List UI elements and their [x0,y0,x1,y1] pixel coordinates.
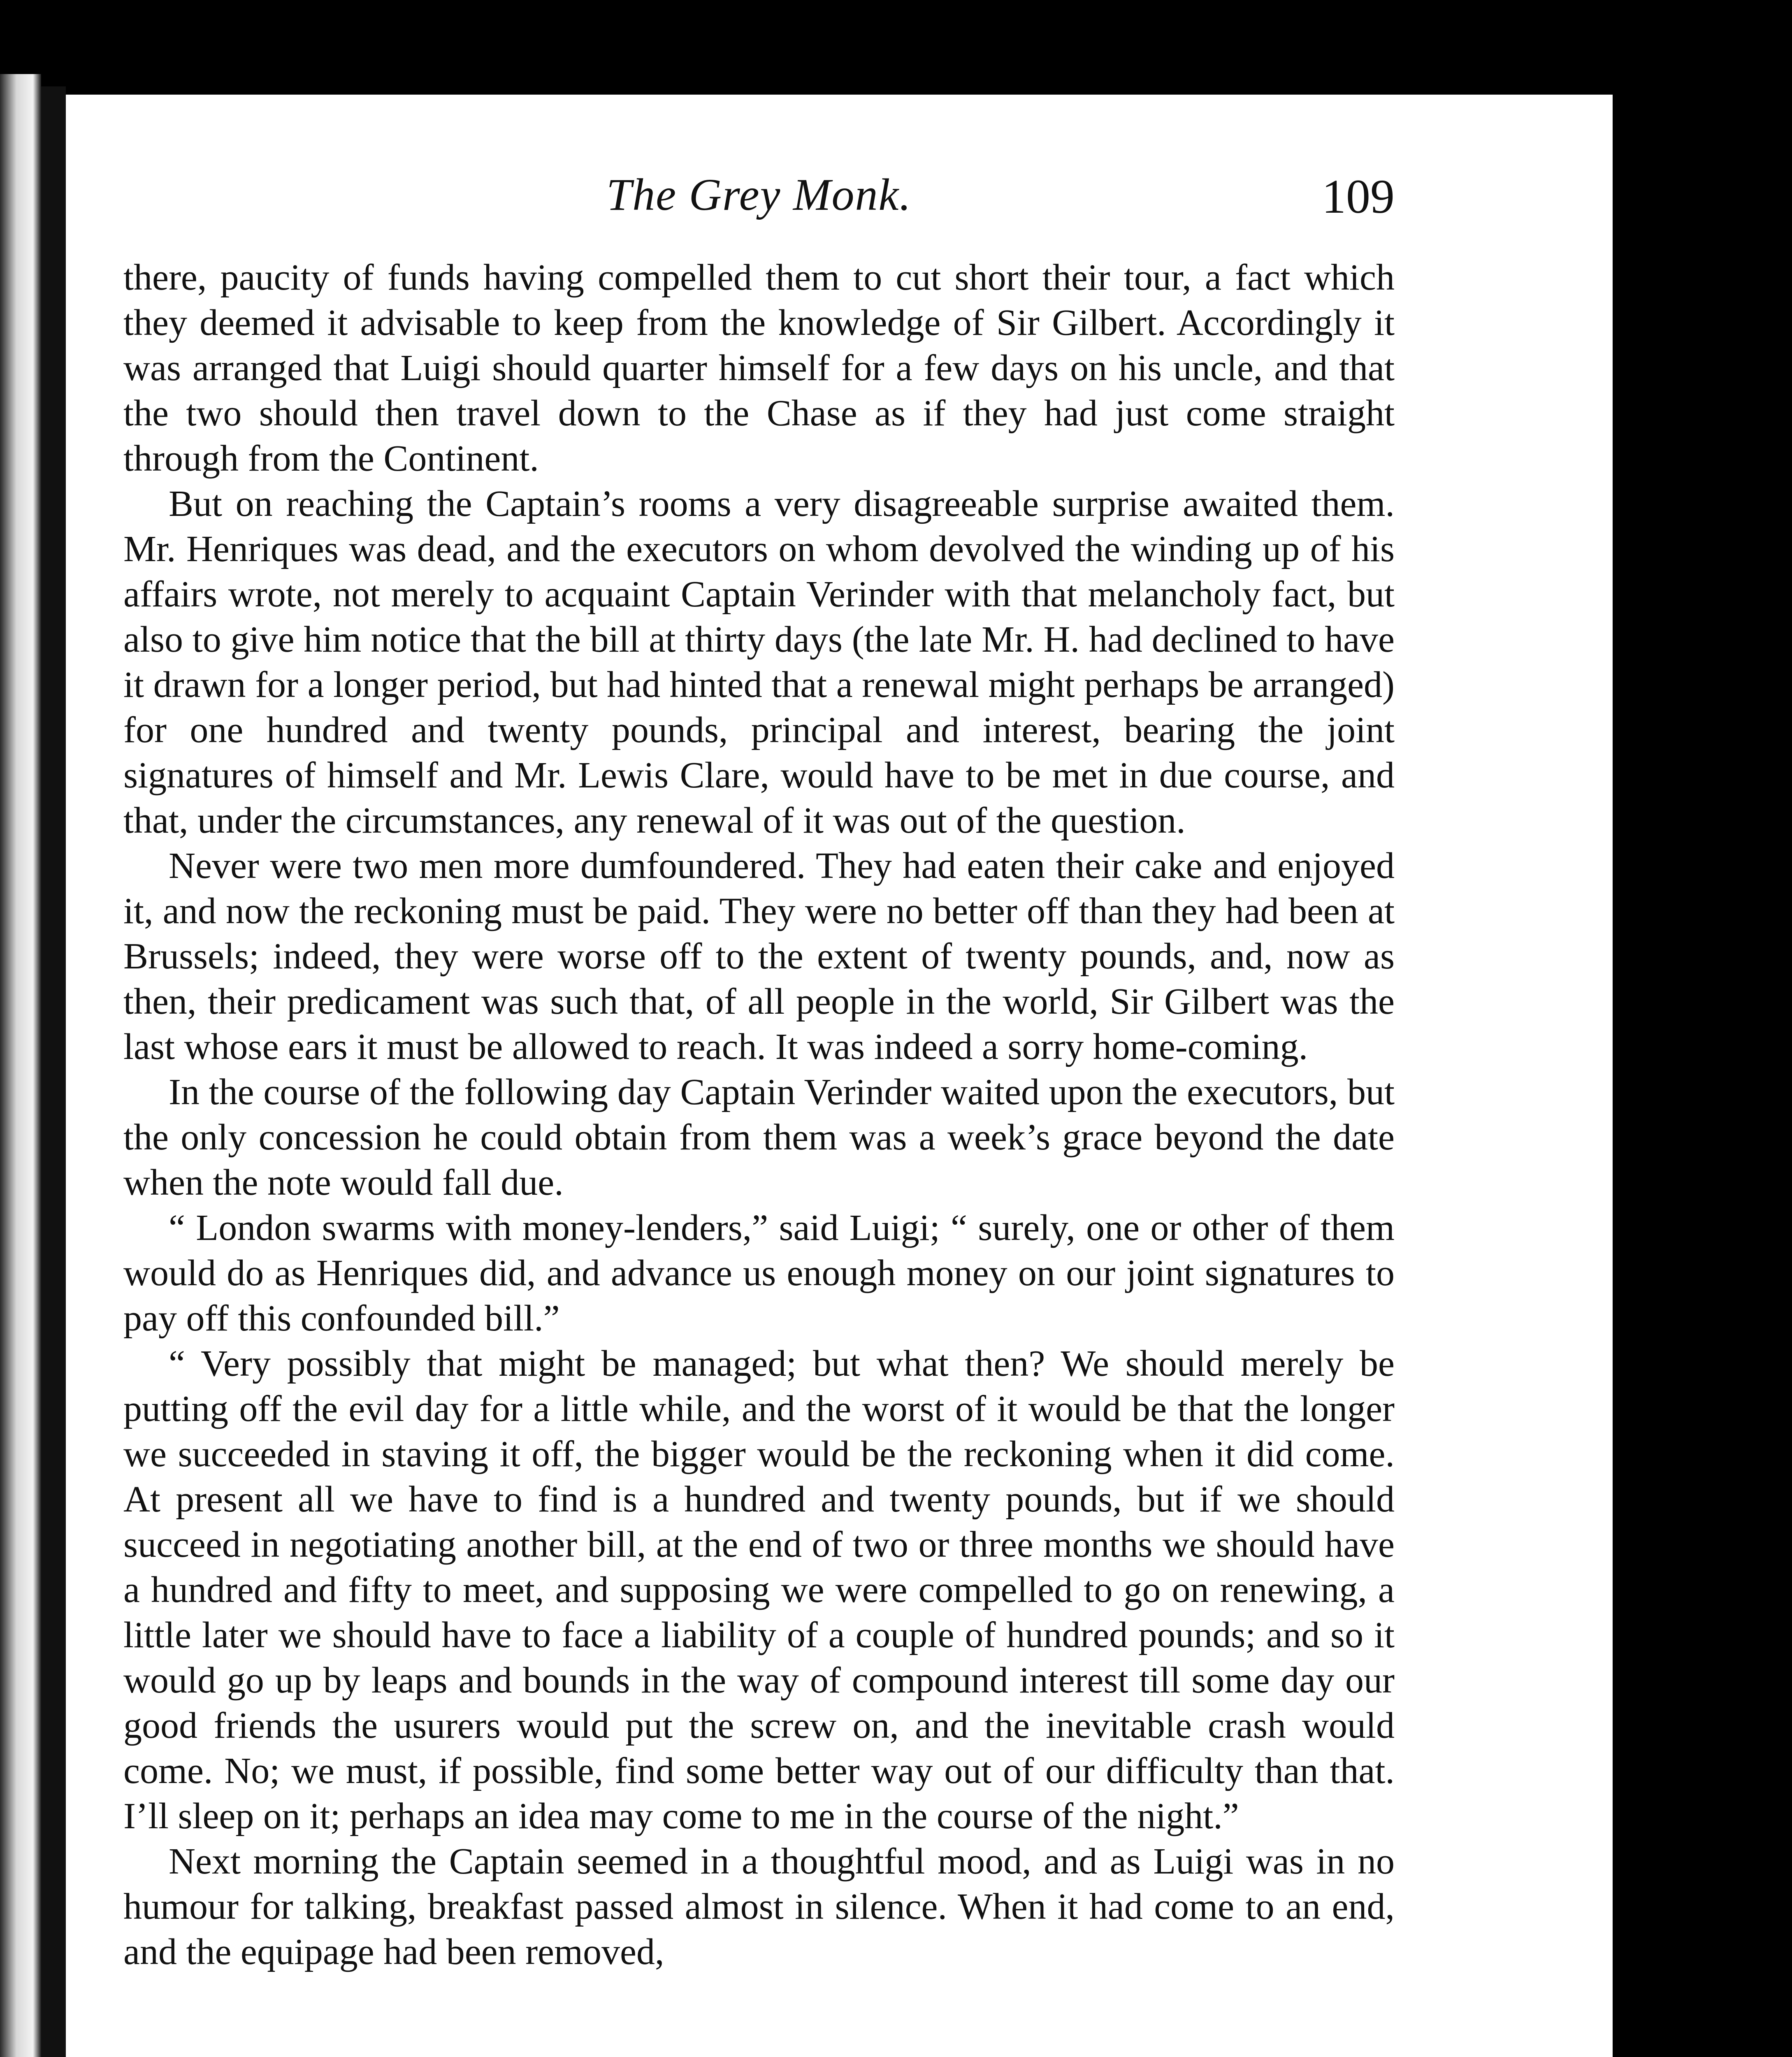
paragraph: Next morning the Captain seemed in a thoughtful mood, and as Luigi was in no humour for talking, breakfast passed almost in silence. When it had come to an end, and the equipage had been removed, [123,1841,1395,1972]
paragraph: Never were two men more dumfoundered. They had eaten their cake and enjoyed it, and now the reckoning must be paid. They were no better off than they had been at Brussels; indeed, they were worse off to the extent of twenty pounds, and, now as then, their predicament was such that, of all people in the world, Sir Gilbert was the last whose ears it must be allowed to reach. It was indeed a sorry home-coming. [123,845,1395,1067]
running-title: The Grey Monk. [606,169,912,220]
paragraph: “ London swarms with money-lenders,” said Luigi; “ surely, one or other of them would do as Henriques did, and advance us enough money on our joint signatures to pay off this confounded bill.” [123,1207,1395,1339]
paragraph: there, paucity of funds having compelled them to cut short their tour, a fact which they deemed it advisable to keep from the knowledge of Sir Gilbert. Accordingly it was arranged that Luigi should quarter himself for a few days on his uncle, and that the two should then travel down to the Chase as if they had just come straight through from the Continent. [123,257,1395,479]
page-header [123,169,1395,226]
paragraph: But on reaching the Captain’s rooms a very disagreeable surprise awaited them. Mr. Henriques was dead, and the executors on whom devolved the winding up of his affairs wrote, not merely to acquaint Captain Verinder with that melancholy fact, but also to give him notice that the bill at thirty days (the late Mr. H. had declined to have it drawn for a longer period, but had hinted that a renewal might perhaps be arranged) for one hundred and twenty pounds, principal and interest, bearing the joint signatures of himself and Mr. Lewis Clare, would have to be met in due course, and that, under the circumstances, any renewal of it was out of the question. [123,483,1395,841]
paragraph: In the course of the following day Captain Verinder waited upon the executors, but the only concession he could obtain from them was a week’s grace beyond the date when the note would fall due. [123,1072,1395,1203]
page-number: 109 [1322,169,1395,223]
body-text [123,255,1395,1975]
paragraph: “ Very possibly that might be managed; but what then? We should merely be putting off the evil day for a little while, and the worst of it would be that the longer we succeeded in staving it off, the bigger would be the reckoning when it did come. At present all we have to find is a hundred and twenty pounds, but if we should succeed in negotiating another bill, at the end of two or three months we should have a hundred and fifty to meet, and supposing we were compelled to go on renewing, a little later we should have to face a liability of a couple of hundred pounds; and so it would go up by leaps and bounds in the way of compound interest till some day our good friends the usurers would put the screw on, and the inevitable crash would come. No; we must, if possible, find some better way out of our difficulty than that. I’ll sleep on it; perhaps an idea may come to me in the course of the night.” [123,1343,1395,1836]
facing-page-edge [0,74,41,2057]
gutter-shadow [41,86,66,2057]
